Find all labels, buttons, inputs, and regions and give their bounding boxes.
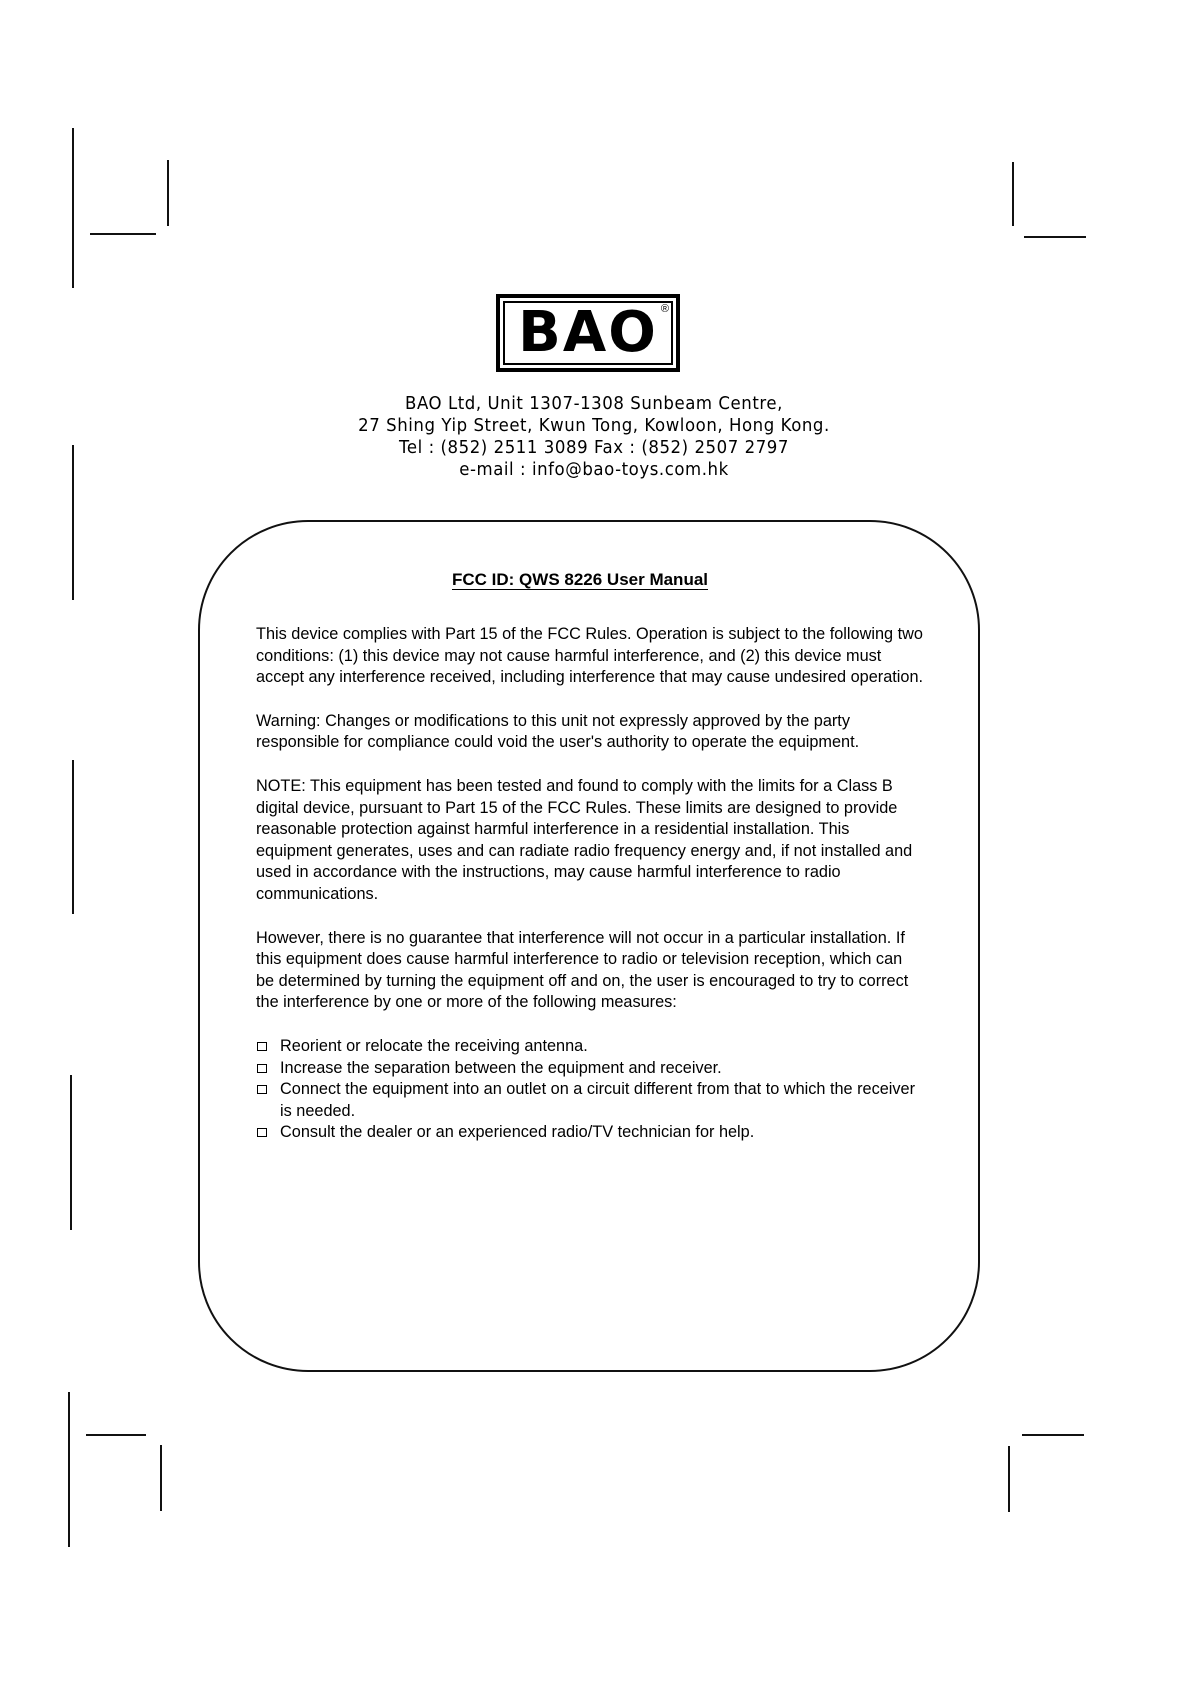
- warning-paragraph: Warning: Changes or modifications to this unit not expressly approved by the party responsible for compliance could void the user's authority to operate the equipment.: [256, 711, 860, 752]
- measure-text: Increase the separation between the equipment and receiver.: [280, 1058, 722, 1077]
- bao-logo: [496, 294, 680, 372]
- crop-mark: [70, 1075, 72, 1230]
- measure-text: Consult the dealer or an experienced radio/TV technician for help.: [280, 1123, 755, 1142]
- crop-mark: [1008, 1446, 1010, 1512]
- checkbox-icon: [257, 1085, 267, 1094]
- crop-mark: [72, 760, 74, 914]
- crop-mark: [167, 160, 169, 226]
- crop-mark: [1012, 162, 1014, 226]
- list-item: [256, 1058, 924, 1080]
- list-item: [256, 1079, 924, 1122]
- list-item: [256, 1036, 924, 1058]
- crop-mark: [72, 128, 74, 288]
- however-paragraph: However, there is no guarantee that interference will not occur in a particular installation. If this equipment does cause harmful interference to radio or television reception, which can be determined by turning the equipment off and on, the user is encouraged to try to correct the interference by one or more of the following measures:: [256, 928, 909, 1012]
- measures-list: [256, 1036, 924, 1144]
- address-line-1: BAO Ltd, Unit 1307-1308 Sunbeam Centre,: [405, 393, 783, 414]
- fcc-statement: [256, 624, 924, 1144]
- crop-mark: [90, 233, 156, 235]
- contact-line: Tel : (852) 2511 3089 Fax : (852) 2507 2797: [399, 437, 789, 458]
- measure-text: Reorient or relocate the receiving antenna.: [280, 1036, 588, 1055]
- crop-mark: [160, 1445, 162, 1511]
- checkbox-icon: [257, 1042, 267, 1051]
- company-address-block: [48, 393, 1141, 481]
- compliance-paragraph: This device complies with Part 15 of the FCC Rules. Operation is subject to the following two conditions: (1) this device may not cause harmful interference, and (2) this device must accept any interference received, including interference that may cause undesired operation.: [256, 625, 924, 687]
- crop-mark: [1024, 236, 1086, 238]
- document-title: FCC ID: QWS 8226 User Manual: [452, 570, 709, 589]
- address-line-2: 27 Shing Yip Street, Kwun Tong, Kowloon, Hong Kong.: [358, 415, 830, 436]
- crop-mark: [1022, 1434, 1084, 1436]
- checkbox-icon: [257, 1128, 267, 1137]
- crop-mark: [86, 1434, 146, 1436]
- list-item: [256, 1122, 924, 1144]
- crop-mark: [68, 1392, 70, 1547]
- checkbox-icon: [257, 1064, 267, 1073]
- measure-text: Connect the equipment into an outlet on a circuit different from that to which the receiver is needed.: [280, 1080, 916, 1120]
- note-paragraph: NOTE: This equipment has been tested and found to comply with the limits for a Class B digital device, pursuant to Part 15 of the FCC Rules. These limits are designed to provide reasonable protection against harmful interference in a residential installation. This equipment generates, uses and can radiate radio frequency energy and, if not installed and used in accordance with the instructions, may cause harmful interference to radio communications.: [256, 776, 913, 903]
- logo-text: BAO: [518, 300, 658, 365]
- registered-mark: ®: [660, 303, 669, 315]
- email-line: e-mail : info@bao-toys.com.hk: [459, 459, 729, 480]
